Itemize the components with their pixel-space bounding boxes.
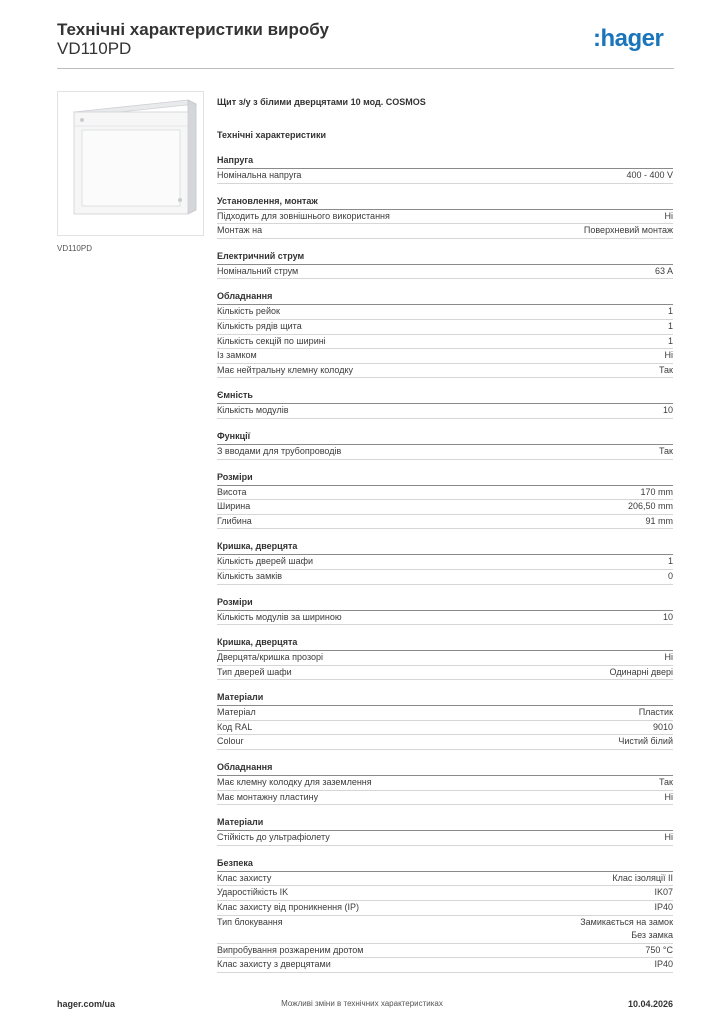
spec-section [217, 194, 673, 239]
product-name: Щит з/у з білими дверцятами 10 мод. COSMOS [217, 97, 426, 107]
spec-label: Висота [217, 486, 247, 497]
spec-label: Тип блокування [217, 916, 283, 927]
spec-row [217, 305, 673, 320]
spec-row [217, 169, 673, 184]
spec-value: 206,50 mm [627, 501, 673, 512]
spec-label: Дверцята/кришка прозорі [217, 652, 323, 663]
spec-value: Чистий білий [618, 736, 673, 747]
section-heading: Напруга [217, 153, 673, 169]
product-image-caption: VD110PD [57, 244, 92, 253]
spec-value: Ні [664, 210, 673, 221]
spec-row [217, 706, 673, 721]
spec-value: IP40 [654, 902, 673, 913]
section-heading: Обладнання [217, 760, 673, 776]
spec-value: Одинарні двері [609, 666, 673, 677]
spec-sections [217, 153, 673, 973]
spec-row [217, 958, 673, 973]
logo-wordmark: :hager [593, 25, 664, 52]
spec-label: Має клемну колодку для заземлення [217, 777, 372, 788]
spec-section [217, 690, 673, 750]
spec-label: Клас захисту з дверцятами [217, 959, 331, 970]
spec-label: Кількість секцій по ширині [217, 335, 326, 346]
spec-row [217, 791, 673, 806]
footer-date: 10.04.2026 [627, 999, 673, 1009]
spec-value: 1 [667, 306, 673, 317]
spec-label: Номінальна напруга [217, 170, 302, 180]
spec-value: Ні [664, 832, 673, 843]
spec-value: 400 - 400 V [626, 170, 673, 180]
spec-value: Ні [664, 791, 673, 802]
spec-value: 9010 [652, 721, 673, 732]
spec-value: 1 [667, 556, 673, 567]
hager-logo [593, 25, 675, 53]
spec-value: Так [658, 445, 673, 456]
spec-label: Випробування розжареним дротом [217, 944, 364, 955]
product-image [57, 91, 204, 236]
spec-row [217, 872, 673, 887]
spec-row [217, 944, 673, 959]
spec-value: Так [658, 364, 673, 375]
spec-row [217, 916, 673, 944]
spec-row [217, 364, 673, 379]
spec-row [217, 349, 673, 364]
spec-row [217, 611, 673, 626]
spec-value: 170 mm [640, 486, 673, 497]
spec-row [217, 210, 673, 225]
spec-label: Глибина [217, 515, 252, 526]
spec-value: 750 °C [645, 944, 673, 955]
spec-label: Кількість модулів за шириною [217, 611, 342, 622]
section-heading: Кришка, дверцята [217, 635, 673, 651]
spec-row [217, 500, 673, 515]
spec-section [217, 760, 673, 805]
spec-label: Має монтажну пластину [217, 791, 319, 802]
spec-row [217, 335, 673, 350]
spec-value: 1 [667, 320, 673, 331]
spec-label: Стійкість до ультрафіолету [217, 832, 330, 843]
product-code: VD110PD [57, 39, 132, 58]
footer-disclaimer: Можливі зміни в технічних характеристиках [281, 999, 443, 1008]
spec-label: Кількість дверей шафи [217, 556, 314, 567]
page-title: Технічні характеристики виробу [57, 20, 329, 39]
spec-label: Colour [217, 736, 244, 747]
spec-value: Пластик [638, 707, 673, 718]
enclosure-illustration [58, 92, 203, 235]
spec-value-line: Без замка [631, 930, 673, 941]
spec-label: Із замком [217, 350, 257, 361]
spec-row [217, 776, 673, 791]
spec-label: Ударостійкість IK [217, 887, 289, 898]
spec-label: Ширина [217, 501, 251, 512]
section-heading: Матеріали [217, 815, 673, 831]
spec-section [217, 539, 673, 584]
spec-label: Підходить для зовнішнього використання [217, 210, 390, 221]
spec-label: Матеріал [217, 707, 256, 718]
spec-label: З вводами для трубопроводів [217, 445, 342, 456]
spec-value: Ні [664, 652, 673, 663]
spec-section [217, 153, 673, 184]
spec-row [217, 666, 673, 681]
spec-section [217, 595, 673, 626]
spec-label: Код RAL [217, 721, 253, 732]
spec-row [217, 265, 673, 280]
footer-website: hager.com/ua [57, 999, 116, 1009]
spec-label: Кількість рейок [217, 306, 280, 317]
spec-value: Ні [664, 350, 673, 361]
spec-value: Так [658, 777, 673, 788]
spec-row [217, 515, 673, 530]
spec-section [217, 429, 673, 460]
spec-row [217, 555, 673, 570]
spec-section [217, 289, 673, 378]
spec-section [217, 815, 673, 846]
spec-section [217, 470, 673, 530]
spec-row [217, 224, 673, 239]
spec-row [217, 320, 673, 335]
spec-label: Має нейтральну клемну колодку [217, 364, 353, 375]
spec-heading: Технічні характеристики [217, 130, 326, 140]
section-heading: Електричний струм [217, 249, 673, 265]
spec-value [580, 916, 673, 943]
spec-row [217, 570, 673, 585]
section-heading: Розміри [217, 470, 673, 486]
spec-table [217, 95, 673, 973]
spec-value: 0 [667, 570, 673, 581]
spec-value: 91 mm [645, 515, 673, 526]
spec-label: Номінальний струм [217, 265, 299, 276]
spec-section [217, 635, 673, 680]
spec-section [217, 388, 673, 419]
spec-value: Клас ізоляції II [612, 872, 673, 883]
spec-value: 63 A [654, 265, 673, 276]
spec-label: Кількість замків [217, 570, 282, 581]
spec-label: Клас захисту [217, 872, 272, 883]
spec-section [217, 249, 673, 280]
spec-row [217, 486, 673, 501]
spec-row [217, 721, 673, 736]
spec-label: Монтаж на [217, 225, 263, 236]
spec-label: Кількість рядів щита [217, 320, 302, 331]
spec-row [217, 404, 673, 419]
spec-value: IP40 [654, 959, 673, 970]
spec-value: 1 [667, 335, 673, 346]
spec-value: 10 [662, 611, 673, 622]
section-heading: Безпека [217, 856, 673, 872]
spec-row [217, 445, 673, 460]
spec-row [217, 886, 673, 901]
section-heading: Кришка, дверцята [217, 539, 673, 555]
spec-value: 10 [662, 405, 673, 416]
spec-label: Тип дверей шафи [217, 666, 292, 677]
spec-value: Поверхневий монтаж [583, 225, 673, 236]
section-heading: Розміри [217, 595, 673, 611]
section-heading: Обладнання [217, 289, 673, 305]
spec-value-line: Замикається на замок [580, 916, 673, 927]
spec-value: IK07 [654, 887, 673, 898]
header-divider [57, 68, 674, 69]
section-heading: Ємність [217, 388, 673, 404]
spec-section [217, 856, 673, 973]
spec-row [217, 831, 673, 846]
spec-row [217, 735, 673, 750]
spec-row [217, 901, 673, 916]
section-heading: Установлення, монтаж [217, 194, 673, 210]
spec-label: Кількість модулів [217, 405, 289, 416]
spec-row [217, 651, 673, 666]
spec-label: Клас захисту від проникнення (IP) [217, 902, 360, 913]
section-heading: Функції [217, 429, 673, 445]
section-heading: Матеріали [217, 690, 673, 706]
